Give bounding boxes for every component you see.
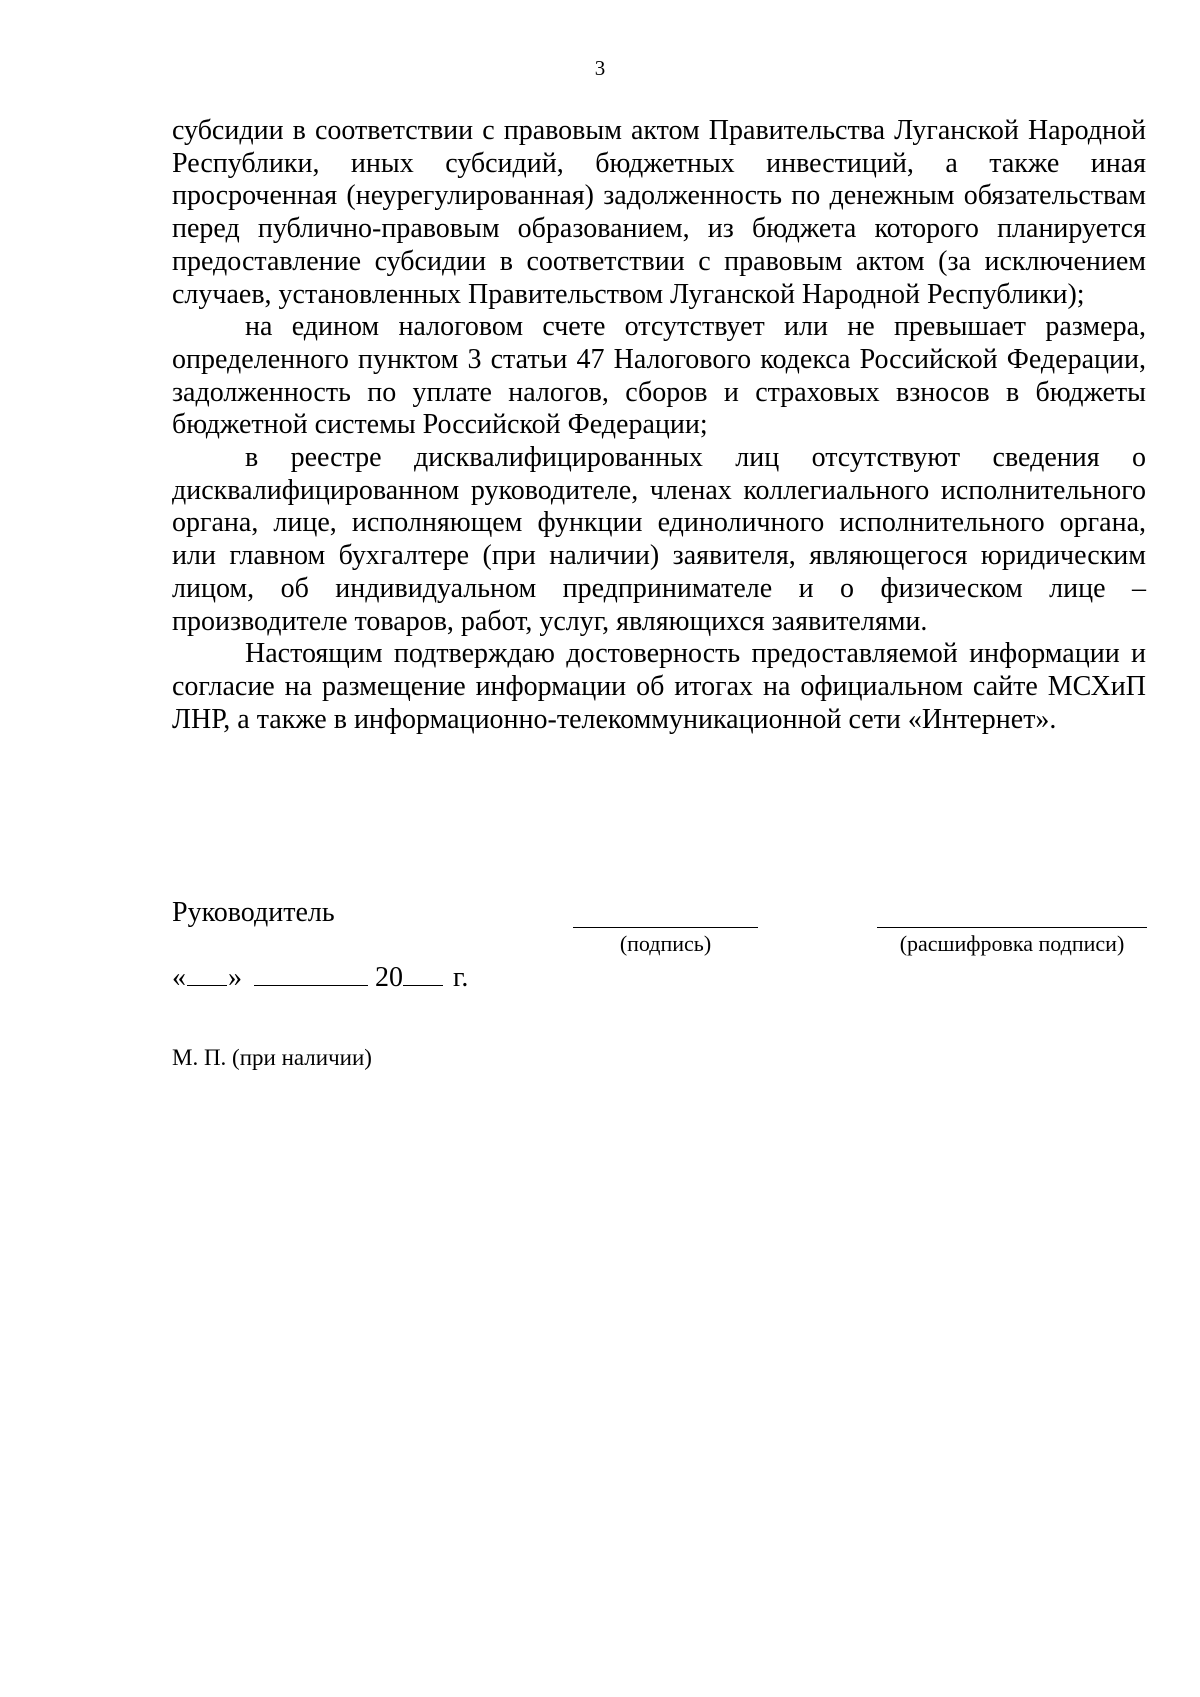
date-close-quote: »	[228, 962, 242, 993]
paragraph-disqualified-registry: в реестре дисквалифицированных лиц отсутствуют сведения о дисквалифицированном руководителе, членах коллегиального исполнительного органа, лице, исполняющем функции единоличного исполнительного органа, или главном бухгалтере (при наличии) заявителя, являющегося юридическим лицом, об индивидуальном предпринимателе и о физическом лице – производителе товаров, работ, услуг, являющихся заявителями.	[172, 442, 1146, 637]
paragraph-subsidy-debt: субсидии в соответствии с правовым актом Правительства Луганской Народной Республики, иных субсидий, бюджетных инвестиций, а также иная просроченная (неурегулированная) задолженность по денежным обязательствам перед публично-правовым образованием, из бюджета которого планируется предоставление субсидии в соответствии с правовым актом (за исключением случаев, установленных Правительством Луганской Народной Республики);	[172, 115, 1146, 310]
signature-decoding-line	[877, 927, 1147, 928]
stamp-note: М. П. (при наличии)	[172, 1045, 372, 1070]
date-century: 20	[375, 962, 403, 993]
date-year-blank	[403, 960, 443, 986]
paragraph-tax-account: на едином налоговом счете отсутствует или не превышает размера, определенного пунктом 3 статьи 47 Налогового кодекса Российской Федерации, задолженность по уплате налогов, сборов и страховых взносов в бюджеты бюджетной системы Российской Федерации;	[172, 311, 1146, 441]
date-day-blank	[187, 960, 227, 986]
document-body	[172, 115, 1146, 736]
signature-decoding-caption: (расшифровка подписи)	[899, 931, 1125, 956]
page-number: 3	[594, 56, 606, 80]
paragraph-confirmation-consent: Настоящим подтверждаю достоверность предоставляемой информации и согласие на размещение информации об итогах на официальном сайте МСХиП ЛНР, а также в информационно-телекоммуникационной сети «Интернет».	[172, 638, 1146, 735]
date-field	[172, 960, 468, 995]
signature-line	[573, 927, 758, 928]
date-year-suffix: г.	[453, 962, 469, 993]
date-month-blank	[254, 960, 368, 986]
signatory-label: Руководитель	[172, 897, 335, 928]
signature-caption: (подпись)	[619, 931, 712, 956]
date-open-quote: «	[172, 962, 186, 993]
